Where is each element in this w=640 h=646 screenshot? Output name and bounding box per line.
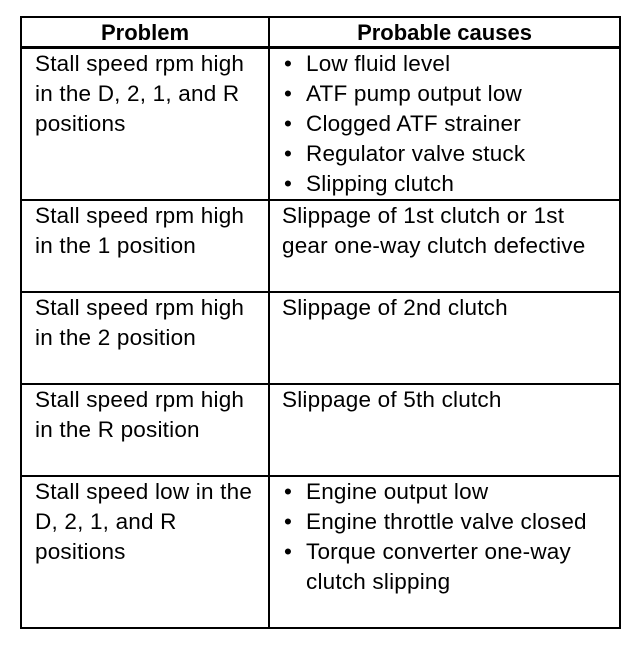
problem-text: Stall speed rpm high in the 2 position: [35, 295, 245, 350]
bullet-icon: •: [284, 479, 293, 504]
causes-list: [270, 49, 619, 199]
problem-text: Stall speed rpm high in the 1 position: [35, 203, 245, 258]
problem-text: Stall speed low in the D, 2, 1, and R positions: [35, 479, 253, 564]
cause-list-item: [282, 507, 613, 537]
cause-text: Slippage of 2nd clutch: [282, 295, 508, 320]
cause-text: ATF pump output low: [306, 81, 522, 106]
cause-text: Regulator valve stuck: [306, 141, 526, 166]
problem-cell: [21, 292, 269, 384]
cause-text: Torque converter one-way clutch slipping: [306, 539, 571, 594]
table-row: [21, 48, 620, 201]
table-row: [21, 384, 620, 476]
stall-test-troubleshooting-table: [20, 16, 621, 629]
causes-list: [270, 477, 619, 597]
cause-text: Clogged ATF strainer: [306, 111, 521, 136]
cause-text: Slippage of 1st clutch or 1st gear one-way clutch defective: [282, 203, 586, 258]
problem-text: Stall speed rpm high in the R position: [35, 387, 245, 442]
table-row: [21, 200, 620, 292]
cause-list-item: [282, 169, 613, 199]
probable-causes-cell: [269, 384, 620, 476]
cause-text: Engine output low: [306, 479, 489, 504]
cause-list-item: [282, 109, 613, 139]
cause-list-item: [282, 139, 613, 169]
bullet-icon: •: [284, 51, 293, 76]
bullet-icon: •: [284, 539, 293, 564]
problem-column-header: Problem: [21, 17, 269, 48]
problem-text: Stall speed rpm high in the D, 2, 1, and R positions: [35, 51, 245, 136]
problem-cell: [21, 48, 269, 201]
table-header-row: [21, 17, 620, 48]
problem-cell: [21, 476, 269, 628]
bullet-icon: •: [284, 111, 293, 136]
probable-causes-cell: [269, 200, 620, 292]
table-row: [21, 476, 620, 628]
cause-text: Slipping clutch: [306, 171, 455, 196]
table-row: [21, 292, 620, 384]
bullet-icon: •: [284, 141, 293, 166]
bullet-icon: •: [284, 171, 293, 196]
cause-list-item: [282, 477, 613, 507]
probable-causes-column-header: Probable causes: [269, 17, 620, 48]
cause-list-item: [282, 49, 613, 79]
cause-text: Low fluid level: [306, 51, 451, 76]
problem-cell: [21, 384, 269, 476]
cause-list-item: [282, 79, 613, 109]
cause-text: Slippage of 5th clutch: [282, 387, 502, 412]
probable-causes-cell: [269, 292, 620, 384]
cause-text: Engine throttle valve closed: [306, 509, 587, 534]
bullet-icon: •: [284, 81, 293, 106]
bullet-icon: •: [284, 509, 293, 534]
probable-causes-cell: [269, 48, 620, 201]
cause-list-item: [282, 537, 613, 597]
problem-cell: [21, 200, 269, 292]
probable-causes-cell: [269, 476, 620, 628]
